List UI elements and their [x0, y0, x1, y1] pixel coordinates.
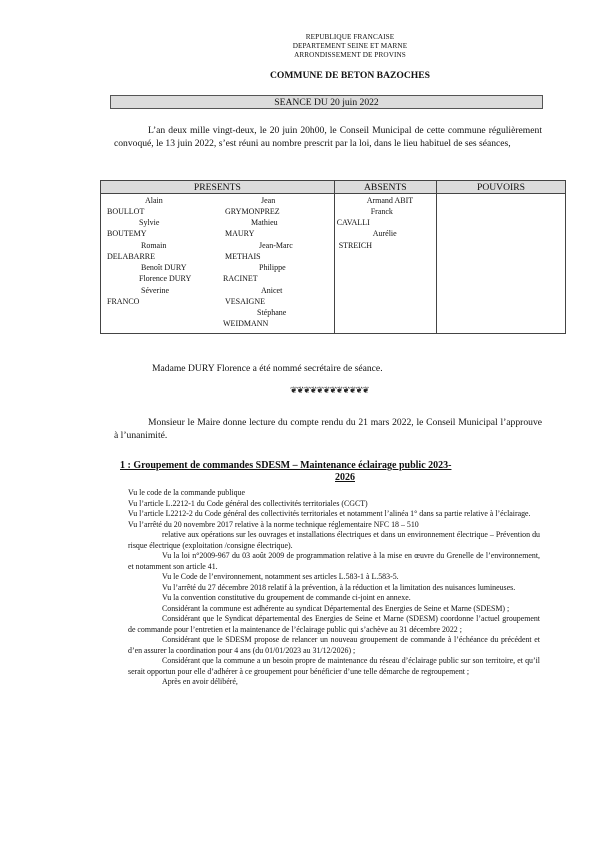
present-name: Jean: [261, 196, 276, 205]
body-line: Considérant que le Syndicat départemental des Energies de Seine et Marne (SDESM) coordonne l’actuel groupement de commande pour l’entretien et la maintenance de l’éclairage public qui s’achève au 31 décembre 2022 ;: [128, 614, 540, 634]
present-name: Mathieu: [251, 218, 278, 227]
present-name: FRANCO: [107, 297, 140, 306]
absent-name: STREICH: [338, 241, 373, 250]
present-name: MAURY: [225, 229, 255, 238]
point-1-title-continued: 2026: [335, 472, 355, 483]
present-name: BOULLOT: [107, 207, 145, 216]
present-name: GRYMONPREZ: [225, 207, 280, 216]
body-line: Vu la loi n°2009-967 du 03 août 2009 de programmation relative à la mise en œuvre du Grenelle de l’environnement, et notamment son article 41.: [128, 551, 540, 571]
present-name: Florence DURY: [139, 274, 192, 283]
present-name: Romain: [141, 241, 167, 250]
attendance-table: [100, 180, 566, 334]
absent-name: CAVALLI: [336, 218, 370, 227]
body-line: Vu l’article L.2212-1 du Code général des collectivités territoriales (CGCT): [128, 498, 368, 508]
body-line: Vu le Code de l’environnement, notamment ses articles L.583-1 à L.583-5.: [162, 572, 399, 581]
header-arrondissement: ARRONDISSEMENT DE PROVINS: [294, 51, 406, 59]
body-line: Vu l’arrêté du 20 novembre 2017 relative à la norme technique réglementaire NFC 18 – 510: [128, 519, 419, 529]
body-line: Considérant que la commune a un besoin propre de maintenance du réseau d’éclairage public sur son territoire, et qu’il serait opportun pour elle d’adhérer à ce groupement pour bénéficier d’une telle démarche de regroupement ;: [128, 656, 540, 676]
present-name: BOUTEMY: [107, 229, 147, 238]
deliberation-body: [128, 488, 540, 688]
body-line: Vu la convention constitutive du groupement de commande ci-joint en annexe.: [162, 593, 411, 602]
body-line: Considérant la commune est adhérente au syndicat Départemental des Energies de Seine et Marne (SDESM) ;: [162, 603, 510, 613]
present-name: Séverine: [141, 286, 169, 295]
present-name: Philippe: [259, 263, 286, 272]
present-name: METHAIS: [225, 252, 261, 261]
point-1-heading: [120, 460, 540, 484]
ornament-divider: ❦❦❦❦❦❦❦❦❦❦❦❦: [290, 385, 369, 395]
seance-banner: SEANCE DU 20 juin 2022: [110, 95, 543, 109]
present-name: Stéphane: [257, 308, 287, 317]
presents-header: PRESENTS: [101, 181, 335, 194]
present-name: Sylvie: [139, 218, 160, 227]
present-name: Jean-Marc: [259, 241, 293, 250]
secretaire-statement: Madame DURY Florence a été nommé secrétaire de séance.: [152, 363, 383, 374]
point-1-title: 1 : Groupement de commandes SDESM – Maintenance éclairage public 2023-: [120, 460, 452, 471]
presents-cell: [101, 194, 335, 334]
header-republique: REPUBLIQUE FRANCAISE: [305, 33, 395, 41]
present-name: Benoît DURY: [141, 263, 187, 272]
present-name: Alain: [145, 196, 163, 205]
body-line: Vu l’article L2212-2 du Code général des collectivités territoriales et notamment l’alinéa 1° dans sa partie relative à l’éclairage.: [128, 509, 531, 518]
pouvoirs-cell: [436, 194, 565, 334]
body-line: Vu le code de la commande publique: [128, 488, 245, 497]
body-line: Vu l’arrêté du 27 décembre 2018 relatif à la prévention, à la réduction et la limitation des nuisances lumineuses.: [162, 582, 516, 592]
compte-rendu-paragraph: Monsieur le Maire donne lecture du compte rendu du 21 mars 2022, le Conseil Municipal l’approuve à l’unanimité.: [114, 417, 542, 441]
present-name: Anicet: [261, 286, 283, 295]
body-line: Considérant que le SDESM propose de relancer un nouveau groupement de commande à l’échéance du précédent et d’en assurer la coordination pour 4 ans (du 01/01/2023 au 31/12/2026) ;: [128, 635, 540, 655]
absent-name: Armand ABIT: [366, 196, 414, 205]
present-name: VESAIGNE: [225, 297, 265, 306]
body-line: Après en avoir délibéré,: [162, 677, 238, 686]
pouvoirs-header: POUVOIRS: [436, 181, 565, 194]
body-line: relative aux opérations sur les ouvrages et installations électriques et dans un environnement électrique – Prévention du risque électrique (exploitation /consigne électrique).: [128, 530, 540, 550]
intro-paragraph: L’an deux mille vingt-deux, le 20 juin 20h00, le Conseil Municipal de cette commune régulièrement convoqué, le 13 juin 2022, s’est réuni au nombre prescrit par la loi, dans le lieu habituel de ses séances,: [114, 125, 542, 149]
present-name: WEIDMANN: [223, 319, 269, 328]
absent-name: Aurélie: [372, 229, 397, 238]
commune-title: COMMUNE DE BETON BAZOCHES: [269, 70, 430, 81]
header-departement: DEPARTEMENT SEINE ET MARNE: [292, 42, 408, 50]
present-name: RACINET: [223, 274, 258, 283]
present-name: DELABARRE: [107, 252, 155, 261]
absents-header: ABSENTS: [334, 181, 436, 194]
absents-cell: [334, 194, 436, 334]
absent-name: Franck: [370, 207, 393, 216]
